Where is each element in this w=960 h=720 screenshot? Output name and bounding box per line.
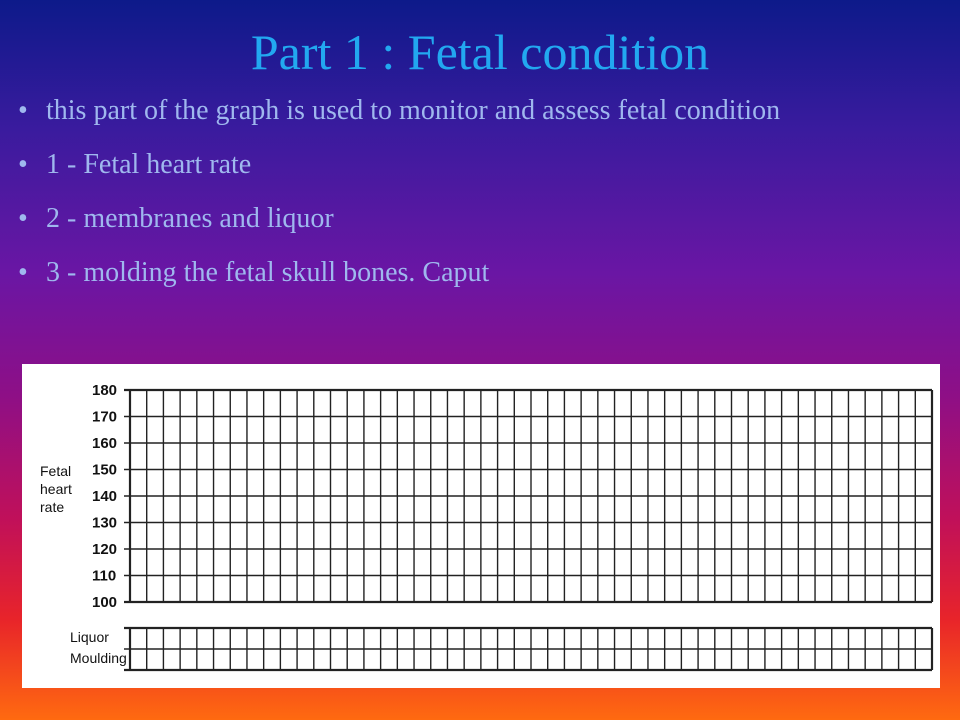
lower-row-label: Liquor [70, 629, 109, 645]
partograph-svg [22, 364, 940, 688]
bullet-text: 2 - membranes and liquor [46, 203, 334, 234]
bullet-item [18, 146, 918, 184]
fhr-tick-label: 100 [92, 594, 118, 611]
bullet-list [18, 92, 918, 308]
bullet-text: 1 - Fetal heart rate [46, 149, 252, 180]
fhr-axis-label: rate [40, 499, 65, 515]
bullet-text: 3 - molding the fetal skull bones. Caput [46, 257, 490, 288]
fhr-axis-label: Fetal [40, 463, 72, 479]
slide-title: Part 1 : Fetal condition [250, 24, 710, 80]
fhr-tick-label: 180 [92, 382, 118, 399]
bullet-item [18, 254, 918, 292]
lower-row-label: Moulding [70, 650, 127, 666]
bullet-dot: • [18, 95, 28, 126]
fhr-tick-label: 130 [92, 514, 118, 532]
fhr-tick-label: 150 [92, 461, 118, 479]
fhr-tick-label: 160 [92, 435, 118, 452]
bullet-dot: • [18, 149, 28, 180]
fhr-tick-label: 170 [92, 408, 118, 426]
bullet-dot: • [18, 257, 28, 288]
partograph-chart [22, 364, 940, 688]
fhr-tick-label: 110 [92, 567, 117, 585]
bullet-item [18, 200, 918, 238]
bullet-dot: • [18, 203, 28, 234]
fhr-axis-label: heart [40, 481, 72, 497]
fhr-tick-label: 140 [92, 488, 118, 505]
bullet-text: this part of the graph is used to monitor and assess fetal condition [46, 95, 781, 126]
bullet-item [18, 92, 918, 130]
fhr-tick-label: 120 [92, 541, 118, 558]
